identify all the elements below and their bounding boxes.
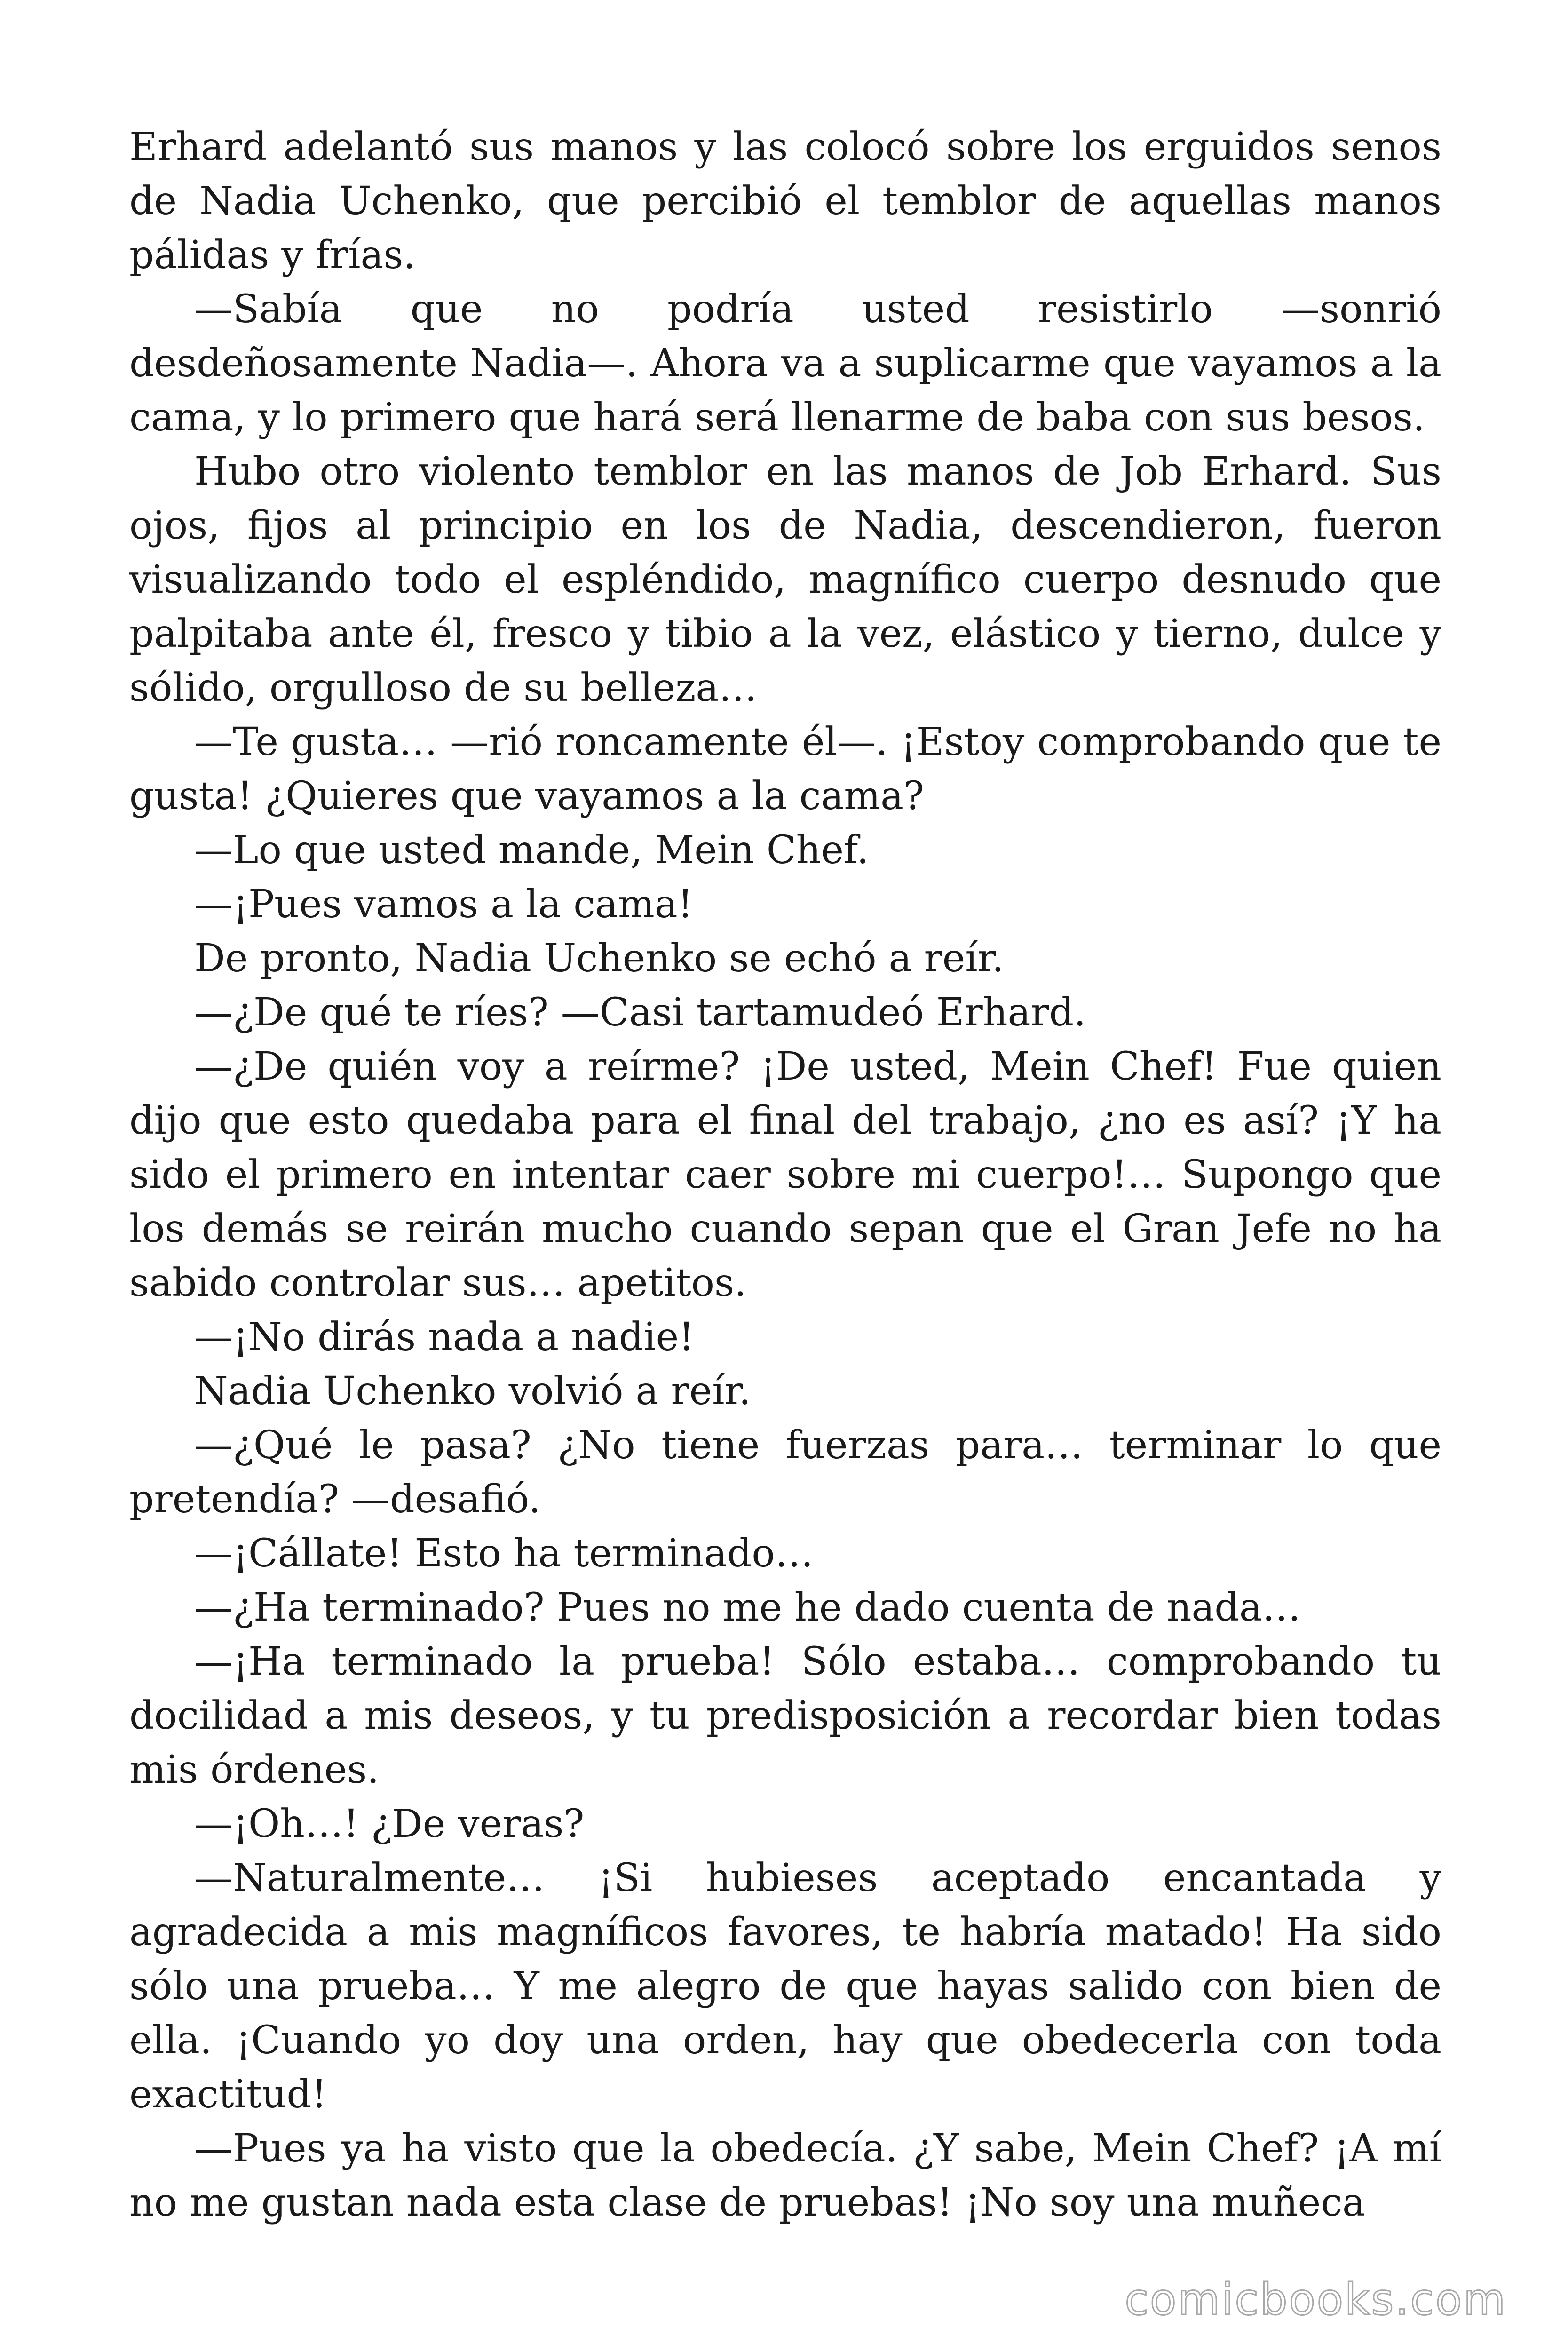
paragraph-15: —¡Ha terminado la prueba! Sólo estaba… comprobando tu docilidad a mis deseos, y tu predisposición a recordar bien todas mis órdenes. bbox=[129, 1639, 1441, 1792]
paragraph-3: Hubo otro violento temblor en las manos de Job Erhard. Sus ojos, fijos al principio en los de Nadia, descendieron, fueron visualizando todo el espléndido, magnífico cuerpo desnudo que palpitaba ante él, fresco y tibio a la vez, elástico y tierno, dulce y sólido, orgulloso de su belleza… bbox=[129, 449, 1441, 710]
paragraph-16: —¡Oh…! ¿De veras? bbox=[194, 1802, 585, 1846]
paragraph-18: —Pues ya ha visto que la obedecía. ¿Y sabe, Mein Chef? ¡A mí no me gustan nada esta clase de pruebas! ¡No soy una muñeca bbox=[129, 2126, 1441, 2225]
paragraph-10: —¡No dirás nada a nadie! bbox=[194, 1315, 695, 1359]
paragraph-13: —¡Cállate! Esto ha terminado… bbox=[194, 1531, 814, 1576]
paragraph-7: De pronto, Nadia Uchenko se echó a reír. bbox=[194, 936, 1004, 981]
paragraph-2: —Sabía que no podría usted resistirlo —sonrió desdeñosamente Nadia—. Ahora va a suplicarme que vayamos a la cama, y lo primero que hará será llenarme de baba con sus besos. bbox=[129, 287, 1441, 440]
paragraph-6: —¡Pues vamos a la cama! bbox=[194, 882, 693, 927]
paragraph-8: —¿De qué te ríes? —Casi tartamudeó Erhard. bbox=[194, 990, 1086, 1035]
body-text bbox=[129, 120, 1441, 2230]
paragraph-17: —Naturalmente… ¡Si hubieses aceptado encantada y agradecida a mis magníficos favores, te habría matado! Ha sido sólo una prueba… Y me alegro de que hayas salido con bien de ella. ¡Cuando yo doy una orden, hay que obedecerla con toda exactitud! bbox=[129, 1856, 1441, 2117]
watermark: comicbooks.com bbox=[1125, 2274, 1507, 2325]
paragraph-14: —¿Ha terminado? Pues no me he dado cuenta de nada… bbox=[194, 1585, 1301, 1630]
paragraph-12: —¿Qué le pasa? ¿No tiene fuerzas para… terminar lo que pretendía? —desafió. bbox=[129, 1423, 1441, 1522]
paragraph-5: —Lo que usted mande, Mein Chef. bbox=[194, 828, 869, 873]
paragraph-11: Nadia Uchenko volvió a reír. bbox=[194, 1369, 751, 1414]
paragraph-4: —Te gusta… —rió roncamente él—. ¡Estoy comprobando que te gusta! ¿Quieres que vayamos a la cama? bbox=[129, 720, 1441, 818]
paragraph-9: —¿De quién voy a reírme? ¡De usted, Mein Chef! Fue quien dijo que esto quedaba para el final del trabajo, ¿no es así? ¡Y ha sido el primero en intentar caer sobre mi cuerpo!… Supongo que los demás se reirán mucho cuando sepan que el Gran Jefe no ha sabido controlar sus… apetitos. bbox=[129, 1044, 1441, 1305]
paragraph-1: Erhard adelantó sus manos y las colocó sobre los erguidos senos de Nadia Uchenko, que percibió el temblor de aquellas manos pálidas y frías. bbox=[129, 125, 1441, 278]
